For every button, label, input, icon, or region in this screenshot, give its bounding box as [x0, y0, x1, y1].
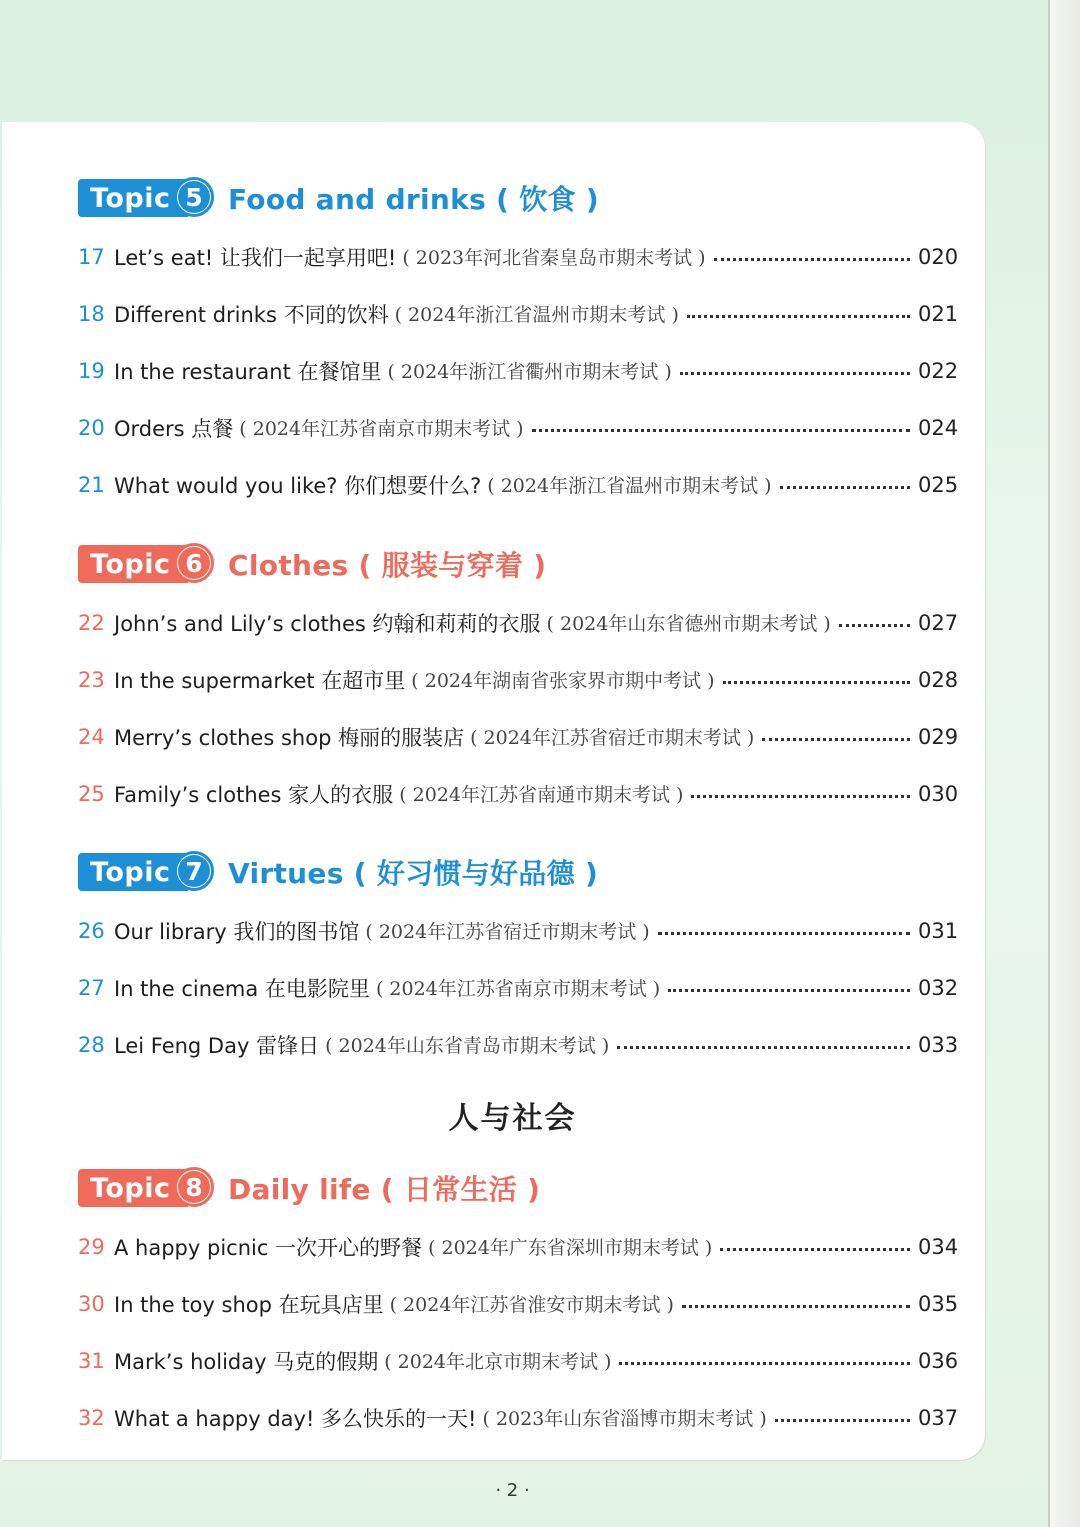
lesson-title: Different drinks 不同的饮料	[114, 302, 389, 327]
topic-6-section	[78, 542, 958, 822]
topic-8-section	[78, 1166, 958, 1446]
lesson-title: Merry’s clothes shop 梅丽的服装店	[114, 725, 465, 750]
topic-7-header	[78, 850, 958, 894]
topic-label: Topic	[78, 1169, 188, 1207]
topic-number: 8	[174, 1167, 214, 1207]
lesson-number: 29	[78, 1234, 105, 1259]
lesson-item[interactable]	[78, 1016, 958, 1073]
lesson-page: 025	[918, 472, 959, 497]
lesson-title: Our library 我们的图书馆	[114, 919, 360, 944]
lesson-title: In the restaurant 在餐馆里	[114, 359, 382, 384]
leader-dots	[687, 313, 910, 318]
leader-dots	[668, 987, 910, 992]
leader-dots	[691, 793, 910, 798]
lesson-page: 027	[918, 610, 959, 635]
topic-6-header	[78, 542, 958, 586]
lesson-number: 20	[78, 415, 105, 440]
lesson-item[interactable]	[78, 1389, 958, 1446]
lesson-source: ( 2024年湖南省张家界市期中考试 )	[411, 670, 715, 692]
lesson-source: ( 2024年江苏省南京市期末考试 )	[239, 418, 524, 440]
lesson-page: 036	[918, 1348, 959, 1373]
topic-number: 5	[174, 177, 214, 217]
lesson-item[interactable]	[78, 594, 958, 651]
topic-5-header	[78, 176, 958, 220]
lesson-page: 033	[918, 1032, 959, 1057]
lesson-source: ( 2024年江苏省淮安市期末考试 )	[389, 1294, 674, 1316]
lesson-number: 17	[78, 244, 105, 269]
topic-badge	[78, 852, 216, 892]
lesson-number: 27	[78, 975, 105, 1000]
lesson-page: 028	[918, 667, 959, 692]
topic-title: Daily life ( 日常生活 )	[228, 1173, 541, 1206]
lesson-page: 037	[918, 1405, 959, 1430]
lesson-source: ( 2024年浙江省温州市期末考试 )	[487, 475, 772, 497]
leader-dots	[658, 930, 910, 935]
topic-label: Topic	[78, 853, 188, 891]
topic-title: Virtues ( 好习惯与好品德 )	[228, 857, 599, 890]
lesson-number: 24	[78, 724, 105, 749]
lesson-page: 021	[918, 301, 959, 326]
leader-dots	[762, 736, 910, 741]
lesson-number: 32	[78, 1405, 105, 1430]
lesson-source: ( 2024年江苏省南通市期末考试 )	[399, 784, 684, 806]
lesson-source: ( 2024年浙江省衢州市期末考试 )	[387, 361, 672, 383]
lesson-number: 23	[78, 667, 105, 692]
lesson-source: ( 2024年北京市期末考试 )	[384, 1351, 612, 1373]
leader-dots	[680, 370, 910, 375]
leader-dots	[780, 484, 910, 489]
lesson-item[interactable]	[78, 708, 958, 765]
topic-title: Food and drinks ( 饮食 )	[228, 183, 599, 216]
topic-label: Topic	[78, 545, 188, 583]
lesson-number: 25	[78, 781, 105, 806]
lesson-title: A happy picnic 一次开心的野餐	[114, 1235, 423, 1260]
lesson-item[interactable]	[78, 1218, 958, 1275]
lesson-source: ( 2024年江苏省宿迁市期末考试 )	[470, 727, 755, 749]
topic-label: Topic	[78, 179, 188, 217]
lesson-item[interactable]	[78, 902, 958, 959]
lesson-title: John’s and Lily’s clothes 约翰和莉莉的衣服	[114, 611, 541, 636]
leader-dots	[839, 622, 910, 627]
leader-dots	[720, 1246, 910, 1251]
leader-dots	[532, 427, 910, 432]
lesson-page: 030	[918, 781, 959, 806]
lesson-number: 31	[78, 1348, 105, 1373]
lesson-item[interactable]	[78, 456, 958, 513]
lesson-page: 024	[918, 415, 959, 440]
lesson-item[interactable]	[78, 342, 958, 399]
leader-dots	[723, 679, 910, 684]
lesson-number: 19	[78, 358, 105, 383]
lesson-page: 035	[918, 1291, 959, 1316]
leader-dots	[714, 256, 910, 261]
lesson-page: 032	[918, 975, 959, 1000]
lesson-source: ( 2024年广东省深圳市期末考试 )	[428, 1237, 713, 1259]
lesson-source: ( 2024年浙江省温州市期末考试 )	[394, 304, 679, 326]
lesson-title: Family’s clothes 家人的衣服	[114, 782, 394, 807]
topic-title: Clothes ( 服装与穿着 )	[228, 549, 547, 582]
topic-5-section	[78, 176, 958, 513]
topic-badge	[78, 544, 216, 584]
lesson-item[interactable]	[78, 1332, 958, 1389]
section-heading: 人与社会	[448, 1101, 577, 1136]
lesson-title: What a happy day! 多么快乐的一天!	[114, 1406, 477, 1431]
lesson-title: In the cinema 在电影院里	[114, 976, 370, 1001]
lesson-item[interactable]	[78, 399, 958, 456]
leader-dots	[617, 1044, 910, 1049]
lesson-title: What would you like? 你们想要什么?	[114, 473, 482, 498]
lesson-item[interactable]	[78, 285, 958, 342]
page-number: · 2 ·	[495, 1480, 530, 1501]
lesson-page: 020	[918, 244, 959, 269]
lesson-item[interactable]	[78, 651, 958, 708]
topic-number: 7	[174, 851, 214, 891]
lesson-item[interactable]	[78, 765, 958, 822]
lesson-title: Mark’s holiday 马克的假期	[114, 1349, 379, 1374]
topic-badge	[78, 1168, 216, 1208]
lesson-item[interactable]	[78, 228, 958, 285]
lesson-item[interactable]	[78, 1275, 958, 1332]
lesson-number: 26	[78, 918, 105, 943]
lesson-number: 28	[78, 1032, 105, 1057]
lesson-page: 022	[918, 358, 959, 383]
topic-number: 6	[174, 543, 214, 583]
lesson-page: 029	[918, 724, 959, 749]
leader-dots	[775, 1417, 910, 1422]
lesson-source: ( 2024年江苏省宿迁市期末考试 )	[365, 921, 650, 943]
lesson-number: 22	[78, 610, 105, 635]
lesson-number: 18	[78, 301, 105, 326]
topic-7-section	[78, 850, 958, 1073]
topic-badge	[78, 178, 216, 218]
lesson-source: ( 2023年山东省淄博市期末考试 )	[482, 1408, 767, 1430]
leader-dots	[682, 1303, 910, 1308]
lesson-title: In the toy shop 在玩具店里	[114, 1292, 384, 1317]
lesson-title: In the supermarket 在超市里	[114, 668, 406, 693]
lesson-source: ( 2024年山东省德州市期末考试 )	[546, 613, 831, 635]
lesson-source: ( 2024年山东省青岛市期末考试 )	[325, 1035, 610, 1057]
lesson-number: 21	[78, 472, 105, 497]
leader-dots	[619, 1360, 910, 1365]
topic-8-header	[78, 1166, 958, 1210]
lesson-page: 034	[918, 1234, 959, 1259]
lesson-title: Orders 点餐	[114, 416, 234, 441]
lesson-source: ( 2024年江苏省南京市期末考试 )	[375, 978, 661, 1000]
lesson-title: Let’s eat! 让我们一起享用吧!	[114, 245, 397, 270]
lesson-item[interactable]	[78, 959, 958, 1016]
book-edge	[1048, 0, 1080, 1527]
lesson-title: Lei Feng Day 雷锋日	[114, 1033, 320, 1058]
lesson-page: 031	[918, 918, 959, 943]
lesson-number: 30	[78, 1291, 105, 1316]
lesson-source: ( 2023年河北省秦皇岛市期末考试 )	[402, 247, 706, 269]
